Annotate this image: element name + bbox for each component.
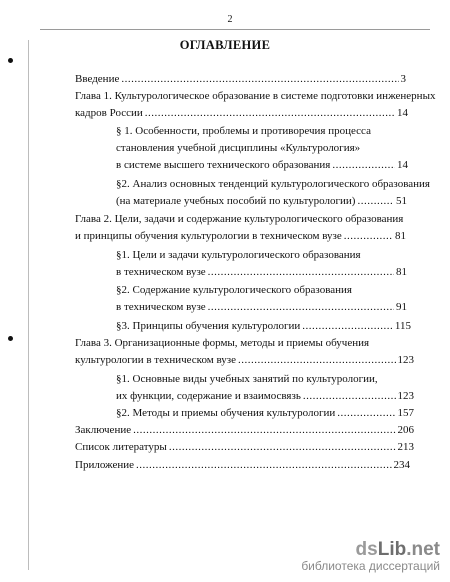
top-rule — [40, 29, 430, 30]
toc-entry-3-1[interactable]: §1. Основные виды учебных занятий по культурологии, — [116, 373, 378, 385]
toc-entry-chapter2-cont[interactable] — [75, 229, 406, 243]
toc-entry-1-2-cont[interactable] — [116, 194, 407, 208]
toc-entry-page: 51 — [396, 195, 407, 207]
toc-entry-1-1-last[interactable] — [116, 158, 408, 172]
leader-dots — [302, 319, 393, 333]
toc-entry-1-1-cont: становления учебной дисциплины «Культурология» — [116, 142, 361, 154]
binder-hole-mark — [8, 58, 13, 63]
leader-dots — [238, 353, 396, 367]
toc-entry-page: 123 — [397, 390, 414, 402]
toc-entry-label: культурологии в техническом вузе — [75, 354, 236, 366]
toc-entry-label: в системе высшего технического образования — [116, 159, 331, 171]
toc-entry-page: 81 — [395, 230, 406, 242]
toc-entry-page: 206 — [397, 424, 414, 436]
toc-entry-page: 81 — [396, 266, 407, 278]
toc-entry-label: Введение — [75, 73, 120, 85]
toc-entry-chapter1[interactable]: Глава 1. Культурологическое образование в системе подготовки инженерных — [75, 90, 436, 102]
toc-entry-label: их функции, содержание и взаимосвязь — [116, 390, 301, 402]
left-margin-line — [28, 40, 29, 570]
toc-entry-page: 234 — [393, 459, 410, 471]
toc-entry-label: в техническом вузе — [116, 266, 206, 278]
toc-entry-page: 123 — [397, 354, 414, 366]
leader-dots — [133, 423, 395, 437]
toc-entry-1-2[interactable]: §2. Анализ основных тенденций культурологического образования — [116, 178, 430, 190]
leader-dots — [136, 458, 391, 472]
toc-entry-3-1-cont[interactable] — [116, 389, 414, 403]
leader-dots — [303, 389, 396, 403]
toc-entry-bibliography[interactable] — [75, 440, 414, 454]
toc-entry-label: Список литературы — [75, 441, 167, 453]
toc-entry-page: 14 — [397, 107, 408, 119]
toc-entry-page: 115 — [394, 320, 411, 332]
toc-entry-page: 91 — [396, 301, 407, 313]
toc-entry-chapter3[interactable]: Глава 3. Организационные формы, методы и приемы обучения — [75, 337, 370, 349]
toc-entry-page: 213 — [397, 441, 414, 453]
dslib-logo: dsLib.net — [355, 539, 440, 560]
toc-entry-label: кадров России — [75, 107, 143, 119]
dslib-subtitle: библиотека диссертаций — [301, 559, 440, 573]
toc-entry-conclusion[interactable] — [75, 423, 414, 437]
toc-entry-chapter1-cont[interactable] — [75, 106, 408, 120]
toc-entry-label: и принципы обучения культурологии в техническом вузе — [75, 230, 342, 242]
leader-dots — [208, 300, 394, 314]
toc-entry-2-3[interactable] — [116, 319, 411, 333]
toc-entry-1-1[interactable]: § 1. Особенности, проблемы и противоречия процесса — [116, 125, 371, 137]
toc-entry-page: 3 — [400, 73, 406, 85]
leader-dots — [208, 265, 394, 279]
leader-dots — [332, 158, 395, 172]
toc-entry-intro[interactable] — [75, 72, 406, 86]
leader-dots — [357, 194, 394, 208]
toc-entry-label: в техническом вузе — [116, 301, 206, 313]
toc-entry-2-2-cont[interactable] — [116, 300, 407, 314]
toc-entry-page: 14 — [397, 159, 408, 171]
leader-dots — [344, 229, 393, 243]
toc-entry-2-1-cont[interactable] — [116, 265, 407, 279]
leader-dots — [337, 406, 395, 420]
toc-entry-label: §3. Принципы обучения культурологии — [116, 320, 301, 332]
toc-entry-label: (на материале учебных пособий по культурологии) — [116, 195, 356, 207]
toc-entry-3-2[interactable] — [116, 406, 414, 420]
toc-entry-chapter2[interactable]: Глава 2. Цели, задачи и содержание культурологического образования — [75, 213, 404, 225]
toc-title: ОГЛАВЛЕНИЕ — [179, 38, 271, 52]
toc-entry-label: Заключение — [75, 424, 132, 436]
toc-entry-label: Приложение — [75, 459, 135, 471]
leader-dots — [121, 72, 398, 86]
leader-dots — [145, 106, 395, 120]
dslib-watermark[interactable] — [301, 539, 440, 573]
toc-entry-2-2[interactable]: §2. Содержание культурологического образования — [116, 284, 352, 296]
toc-entry-2-1[interactable]: §1. Цели и задачи культурологического образования — [116, 249, 361, 261]
leader-dots — [169, 440, 396, 454]
binder-hole-mark — [8, 336, 13, 341]
toc-entry-appendix[interactable] — [75, 458, 410, 472]
toc-entry-chapter3-cont[interactable] — [75, 353, 414, 367]
page-number: 2 — [227, 14, 233, 25]
toc-entry-page: 157 — [397, 407, 414, 419]
toc-entry-label: §2. Методы и приемы обучения культурологии — [116, 407, 336, 419]
